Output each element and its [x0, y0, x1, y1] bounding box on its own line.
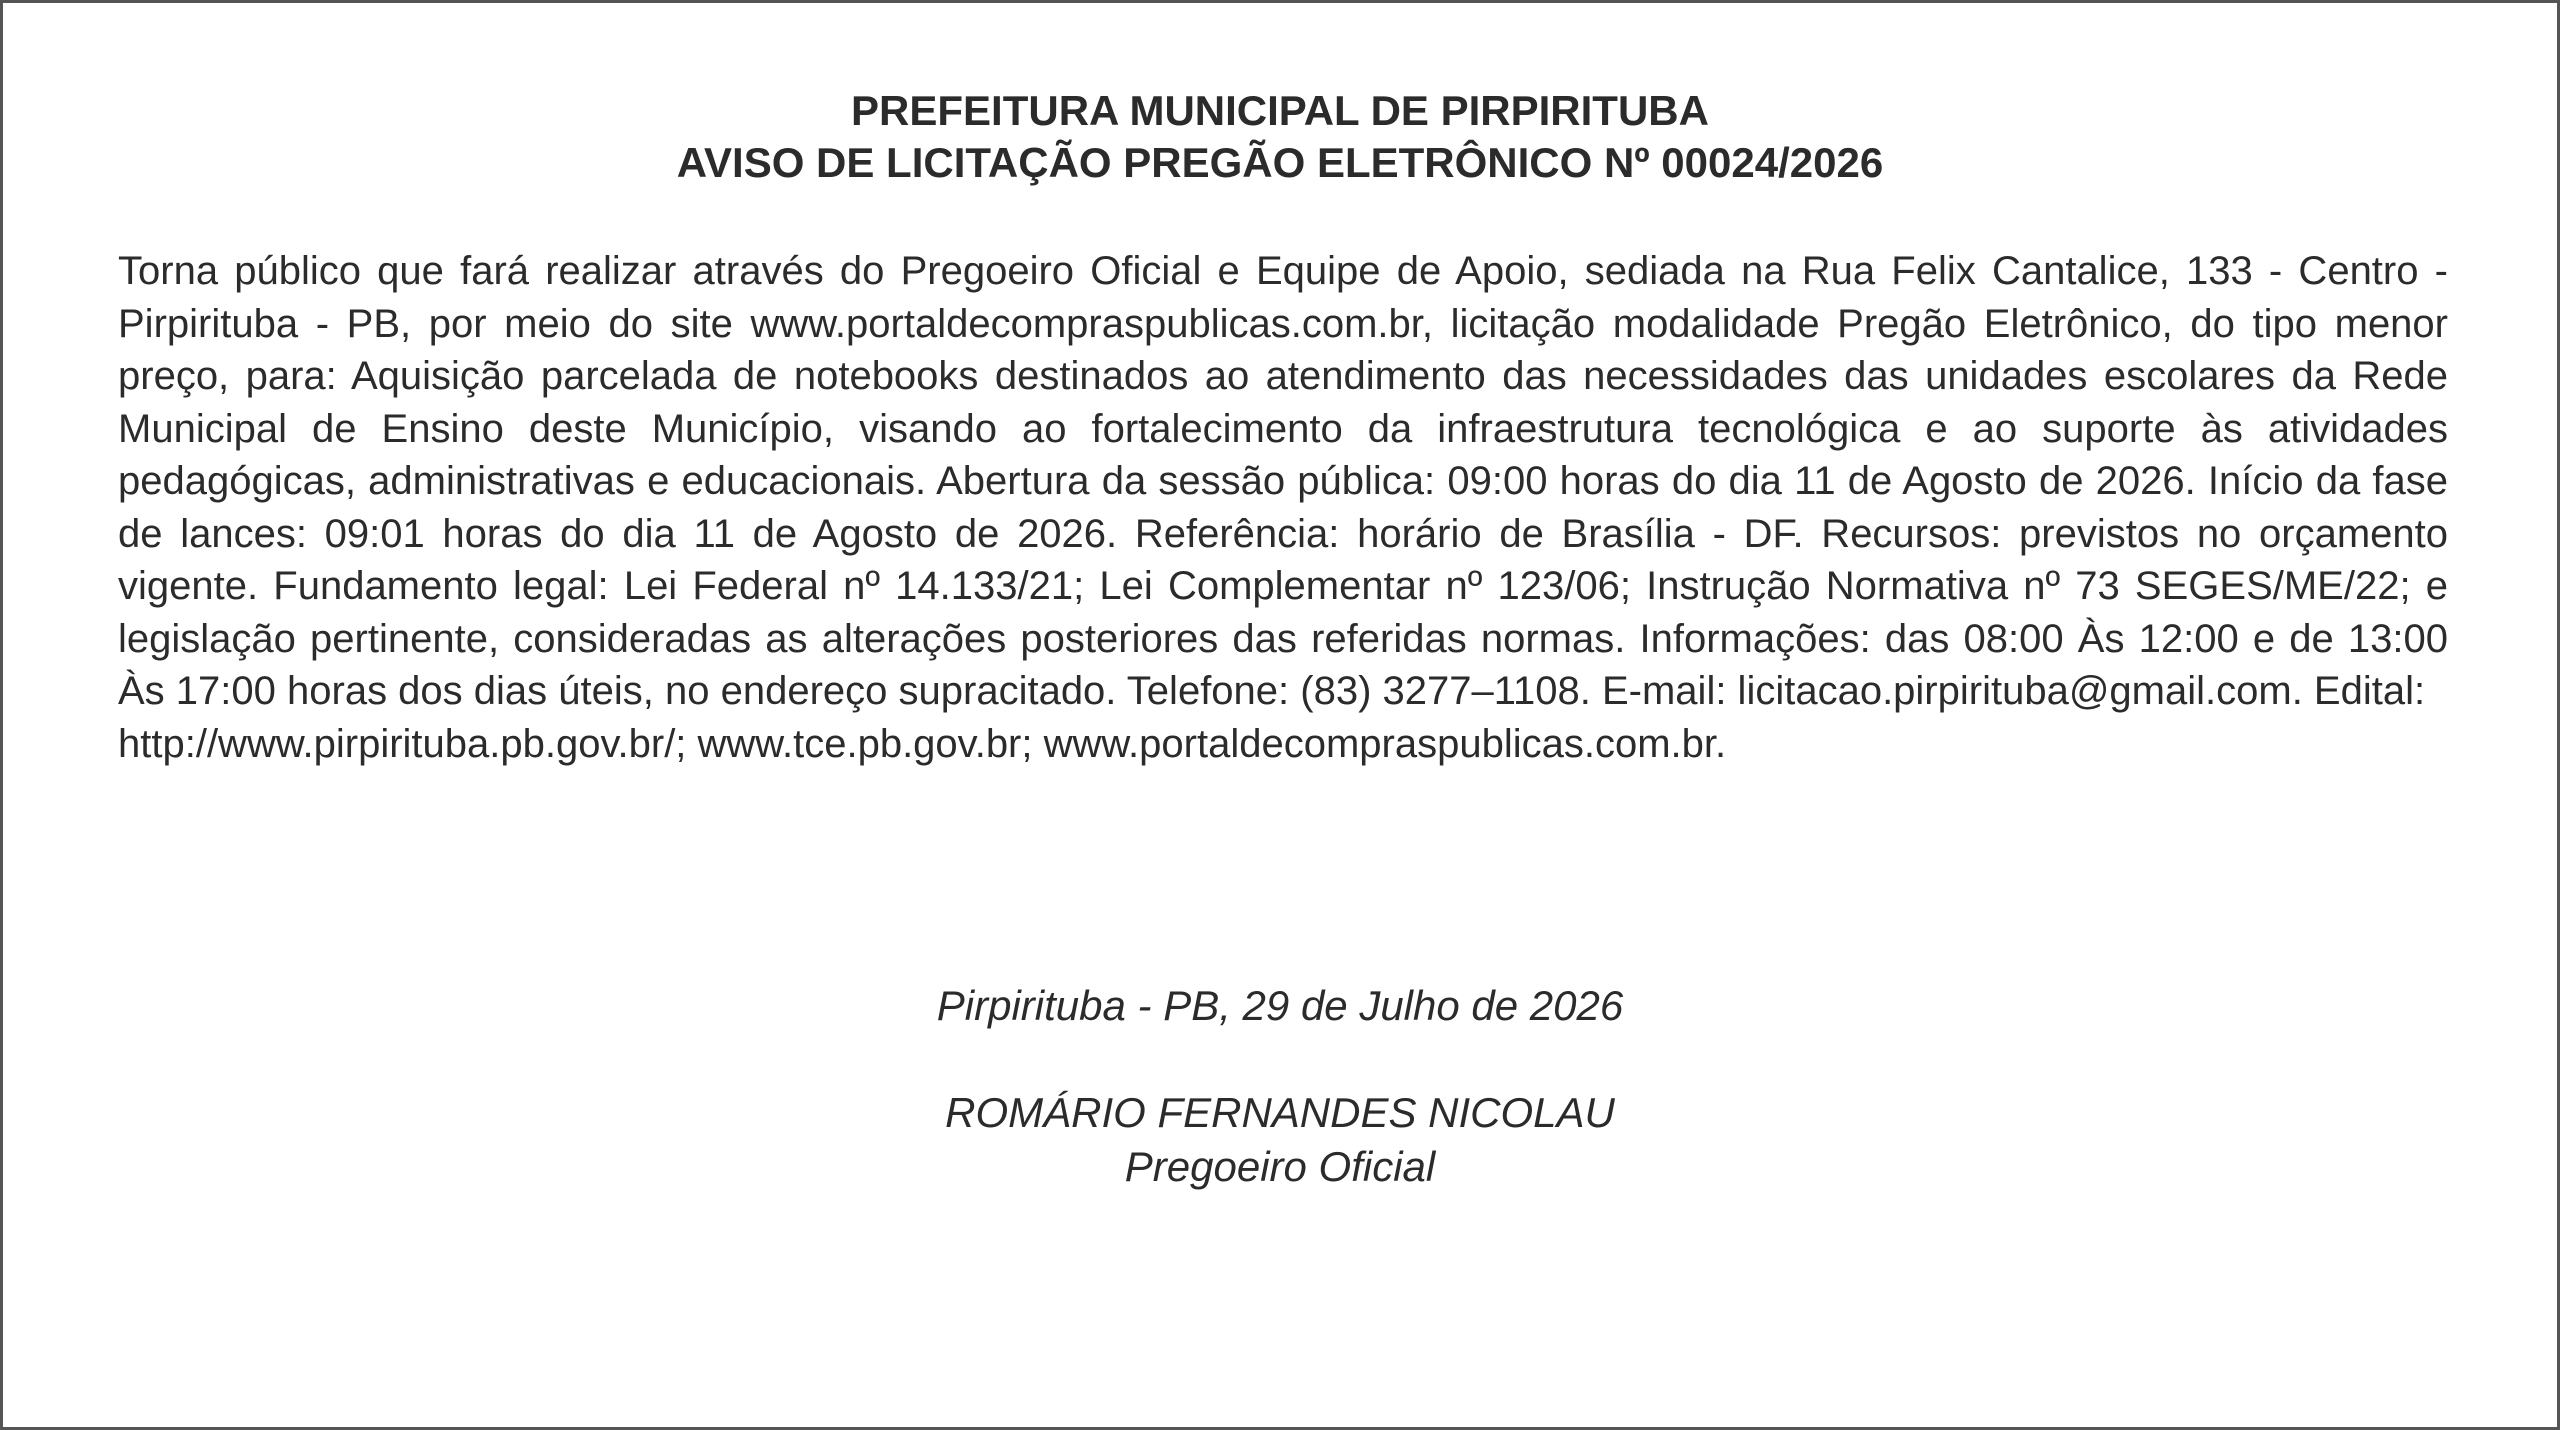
- notice-body: [118, 245, 2448, 770]
- place-date-text: Pirpirituba - PB, 29 de Julho de 2026: [936, 982, 1624, 1029]
- signer-role: Pregoeiro Oficial: [1124, 1143, 1436, 1190]
- notice-title: AVISO DE LICITAÇÃO PREGÃO ELETRÔNICO Nº 00024/2026: [676, 139, 1884, 186]
- place-date: [3, 979, 2557, 1033]
- signer-name: ROMÁRIO FERNANDES NICOLAU: [945, 1089, 1615, 1136]
- notice-header: [3, 85, 2557, 189]
- signature-block: [3, 1086, 2557, 1194]
- issuer-title: PREFEITURA MUNICIPAL DE PIRPIRITUBA: [851, 87, 1709, 134]
- edital-links: http://www.pirpirituba.pb.gov.br/; www.tce.pb.gov.br; www.portaldecompraspublicas.com.br.: [118, 721, 1727, 766]
- notice-paragraph: Torna público que fará realizar através do Pregoeiro Oficial e Equipe de Apoio, sediada na Rua Felix Cantalice, 133 - Centro - Pirpirituba - PB, por meio do site www.portaldecompraspublicas.com.br, licitação modalidade Pregão Eletrônico, do tipo menor preço, para: Aquisição parcelada de notebooks destinados ao atendimento das necessidades das unidades escolares da Rede Municipal de Ensino deste Município, visando ao fortalecimento da infraestrutura tecnológica e ao suporte às atividades pedagógicas, administrativas e educacionais. Abertura da sessão pública: 09:00 horas do dia 11 de Agosto de 2026. Início da fase de lances: 09:01 horas do dia 11 de Agosto de 2026. Referência: horário de Brasília - DF. Recursos: previstos no orçamento vigente. Fundamento legal: Lei Federal nº 14.133/21; Lei Complementar nº 123/06; Instrução Normativa nº 73 SEGES/ME/22; e legislação pertinente, consideradas as alterações posteriores das referidas normas. Informações: das 08:00 Às 12:00 e de 13:00 Às 17:00 horas dos dias úteis, no endereço supracitado. Telefone: (83) 3277–1108. E-mail: licitacao.pirpirituba@gmail.com. Edital:: [118, 249, 2448, 713]
